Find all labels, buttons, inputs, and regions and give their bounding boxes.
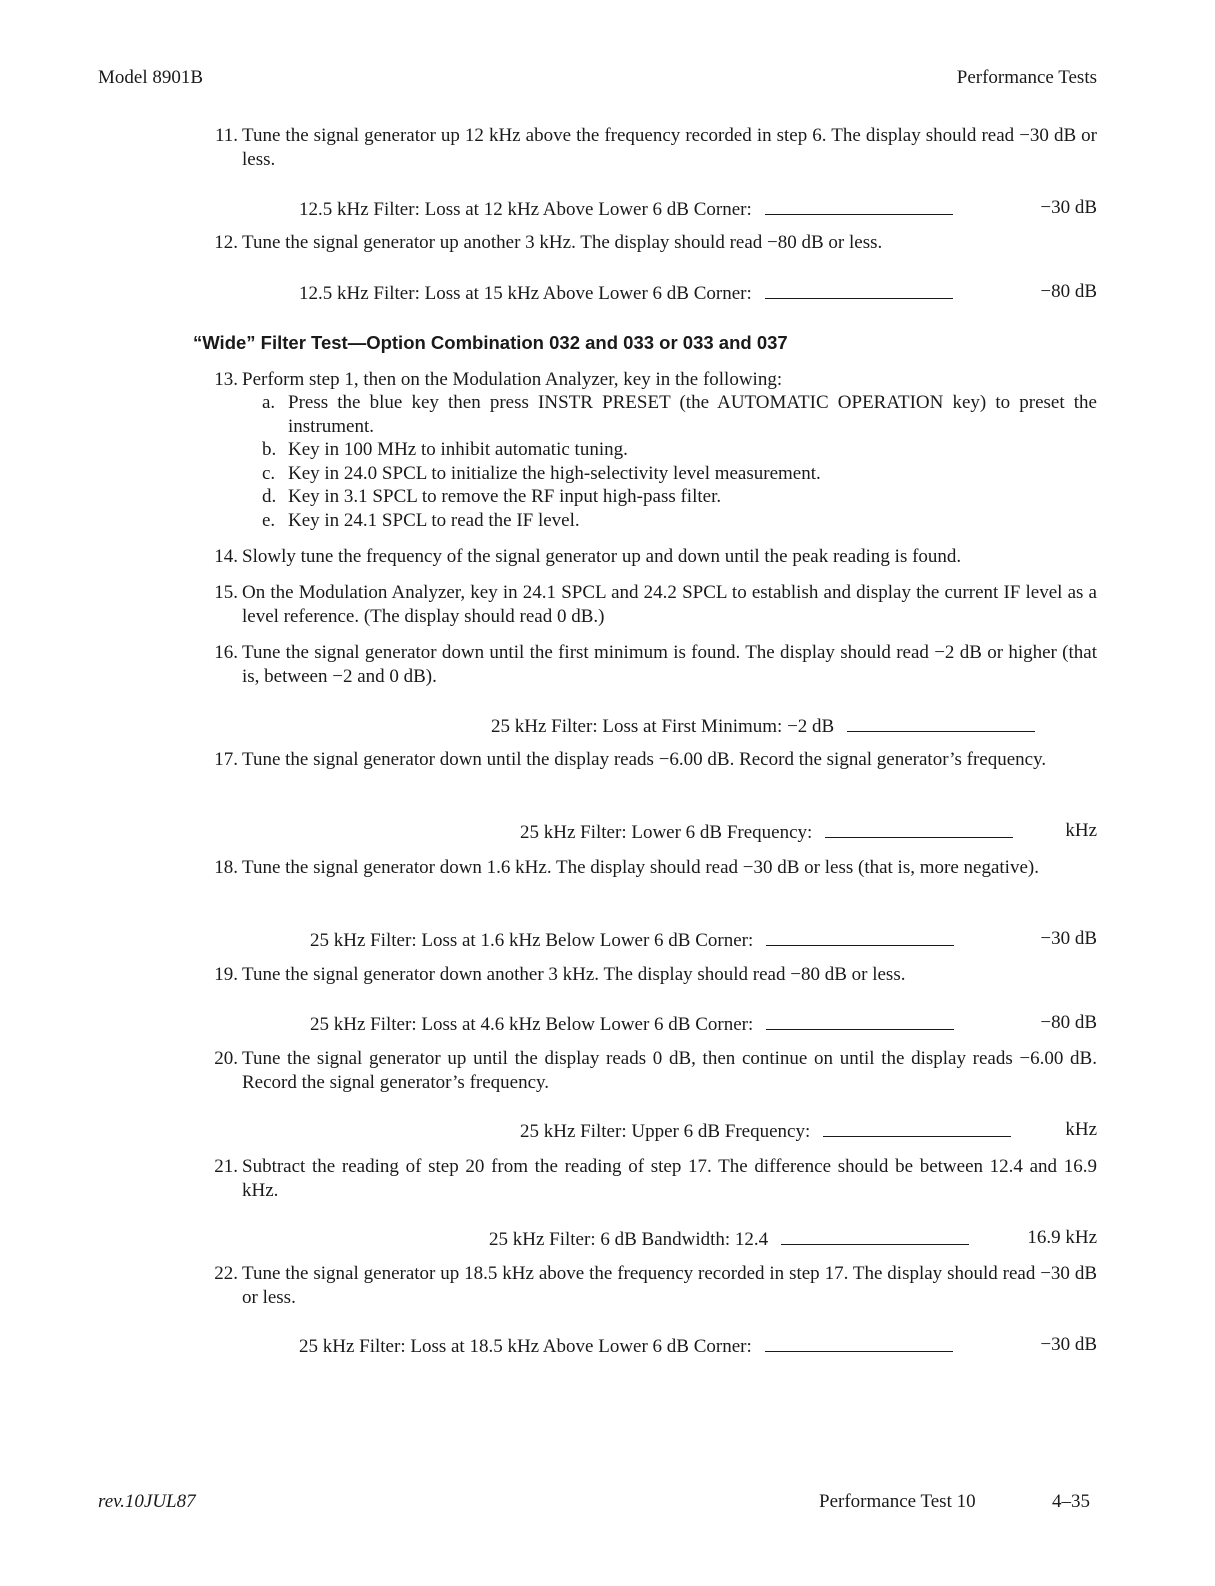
step-number: 12. (214, 232, 238, 253)
record-limit: −30 dB (1040, 197, 1097, 218)
step-number: 14. (214, 546, 238, 567)
substep-text: Key in 3.1 SPCL to remove the RF input high-pass filter. (288, 486, 722, 507)
step-text: Tune the signal generator up 12 kHz above the frequency recorded in step 6. The display should read −30 dB or less. (242, 125, 1097, 170)
record-blank[interactable] (825, 819, 1013, 838)
step-text: Slowly tune the frequency of the signal generator up and down until the peak reading is found. (242, 546, 962, 567)
step-text: Tune the signal generator down until the first minimum is found. The display should read −2 dB or higher (that is, between −2 and 0 dB). (242, 642, 1097, 687)
substep-text: Press the blue key then press INSTR PRESET (the AUTOMATIC OPERATION key) to preset the instrument. (288, 392, 1097, 437)
step-text: Subtract the reading of step 20 from the reading of step 17. The difference should be between 12.4 and 16.9 kHz. (242, 1156, 1097, 1201)
footer-revision: rev.10JUL87 (98, 1491, 196, 1512)
record-line-6 (310, 1011, 954, 1037)
step-11 (204, 124, 1097, 172)
record-line-8 (489, 1226, 969, 1252)
step-text: Tune the signal generator up another 3 kHz. The display should read −80 dB or less. (242, 232, 883, 253)
step-number: 16. (214, 642, 238, 663)
step-18 (204, 856, 1097, 880)
record-blank[interactable] (765, 1333, 953, 1352)
record-line-9 (299, 1333, 953, 1359)
step-text: Tune the signal generator up until the display reads 0 dB, then continue on until the display reads −6.00 dB. Record the signal generator’s frequency. (242, 1048, 1097, 1093)
step-number: 17. (214, 749, 238, 770)
step-number: 19. (214, 964, 238, 985)
record-label: 25 kHz Filter: Upper 6 dB Frequency: (520, 1121, 811, 1142)
record-line-2 (299, 280, 953, 306)
step-number: 18. (214, 857, 238, 878)
footer-test-name: Performance Test 10 (819, 1491, 976, 1512)
record-line-7 (520, 1118, 1011, 1144)
record-blank[interactable] (766, 1011, 954, 1030)
record-limit: −30 dB (1040, 928, 1097, 949)
record-limit: kHz (1065, 1119, 1097, 1140)
step-text: On the Modulation Analyzer, key in 24.1 SPCL and 24.2 SPCL to establish and display the current IF level as a level reference. (The display should read 0 dB.) (242, 582, 1097, 627)
record-line-1 (299, 196, 953, 222)
record-blank[interactable] (781, 1226, 969, 1245)
step-number: 15. (214, 582, 238, 603)
substep-letter: b. (262, 439, 277, 460)
step-number: 11. (214, 125, 238, 146)
step-text: Tune the signal generator up 18.5 kHz above the frequency recorded in step 17. The display should read −30 dB or less. (242, 1263, 1097, 1308)
record-label: 12.5 kHz Filter: Loss at 15 kHz Above Lower 6 dB Corner: (299, 283, 752, 304)
record-limit: −80 dB (1040, 281, 1097, 302)
step-17 (204, 748, 1097, 772)
step-text: Tune the signal generator down until the display reads −6.00 dB. Record the signal generator’s frequency. (242, 749, 1047, 770)
substep-letter: c. (262, 463, 276, 484)
step-20 (204, 1047, 1097, 1095)
substep-letter: e. (262, 510, 276, 531)
record-blank[interactable] (823, 1118, 1011, 1137)
record-limit: kHz (1065, 820, 1097, 841)
record-label: 12.5 kHz Filter: Loss at 12 kHz Above Lower 6 dB Corner: (299, 199, 752, 220)
substep-a (262, 391, 1097, 439)
substep-text: Key in 100 MHz to inhibit automatic tuning. (288, 439, 628, 460)
step-21 (204, 1155, 1097, 1203)
step-text: Tune the signal generator down 1.6 kHz. The display should read −30 dB or less (that is, more negative). (242, 857, 1039, 878)
record-limit: 16.9 kHz (1027, 1227, 1097, 1248)
record-line-5 (310, 927, 954, 953)
step-13 (204, 368, 1097, 392)
step-12 (204, 231, 1097, 255)
step-text: Tune the signal generator down another 3 kHz. The display should read −80 dB or less. (242, 964, 906, 985)
substep-letter: a. (262, 392, 276, 413)
step-number: 20. (214, 1048, 238, 1069)
record-blank[interactable] (765, 196, 953, 215)
step-number: 22. (214, 1263, 238, 1284)
substep-b (262, 438, 1097, 462)
header-model: Model 8901B (98, 67, 204, 88)
substep-d (262, 485, 1097, 509)
record-blank[interactable] (847, 713, 1035, 732)
step-number: 13. (214, 369, 238, 390)
record-label: 25 kHz Filter: Loss at First Minimum: −2 dB (491, 716, 835, 737)
record-line-4 (520, 819, 1013, 845)
page-number: 4–35 (1052, 1491, 1090, 1512)
record-blank[interactable] (765, 280, 953, 299)
substep-text: Key in 24.0 SPCL to initialize the high-selectivity level measurement. (288, 463, 821, 484)
step-number: 21. (214, 1156, 238, 1177)
step-19 (204, 963, 1097, 987)
record-line-3 (491, 713, 1035, 739)
step-text: Perform step 1, then on the Modulation Analyzer, key in the following: (242, 369, 783, 390)
record-label: 25 kHz Filter: 6 dB Bandwidth: 12.4 (489, 1229, 769, 1250)
record-blank[interactable] (766, 927, 954, 946)
substep-letter: d. (262, 486, 277, 507)
section-heading: “Wide” Filter Test—Option Combination 032 and 033 or 033 and 037 (193, 332, 788, 353)
substep-e (262, 509, 1097, 533)
step-14 (204, 545, 1097, 569)
record-label: 25 kHz Filter: Loss at 1.6 kHz Below Lower 6 dB Corner: (310, 930, 754, 951)
step-15 (204, 581, 1097, 629)
substep-c (262, 462, 1097, 486)
record-label: 25 kHz Filter: Loss at 4.6 kHz Below Lower 6 dB Corner: (310, 1014, 754, 1035)
step-22 (204, 1262, 1097, 1310)
header-section: Performance Tests (956, 67, 1097, 88)
substep-text: Key in 24.1 SPCL to read the IF level. (288, 510, 580, 531)
record-label: 25 kHz Filter: Lower 6 dB Frequency: (520, 822, 813, 843)
record-label: 25 kHz Filter: Loss at 18.5 kHz Above Lower 6 dB Corner: (299, 1336, 752, 1357)
record-limit: −80 dB (1040, 1012, 1097, 1033)
step-16 (204, 641, 1097, 689)
record-limit: −30 dB (1040, 1334, 1097, 1355)
